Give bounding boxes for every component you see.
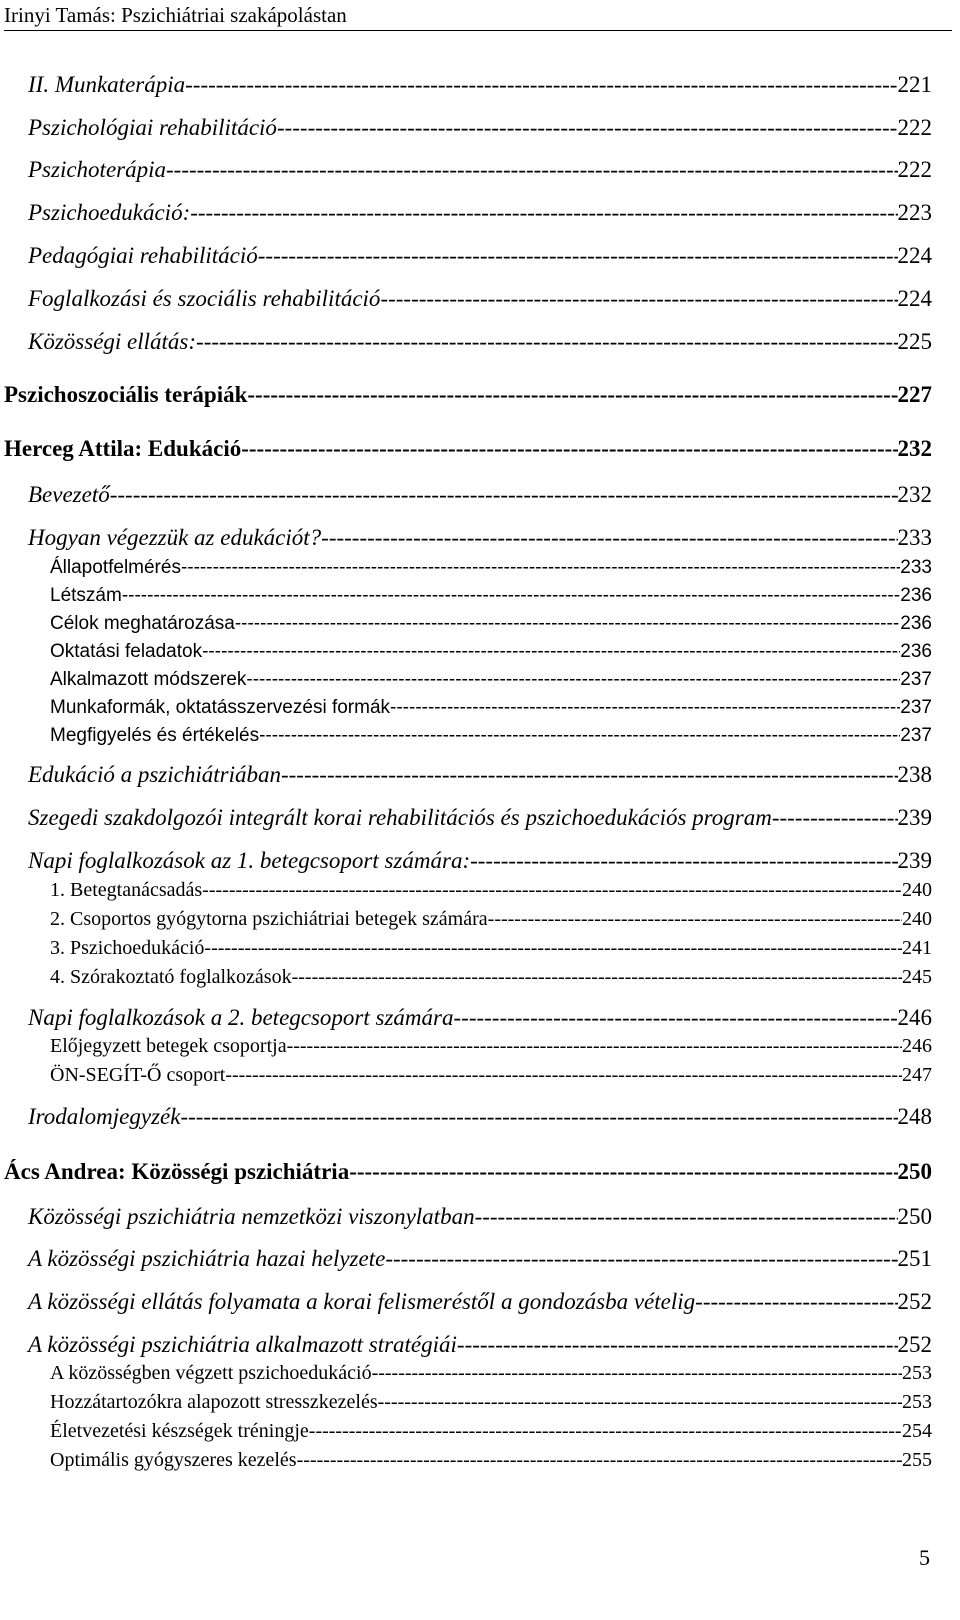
toc-entry-page: 254: [902, 1420, 932, 1442]
toc-entry[interactable]: [0, 1005, 960, 1031]
toc-entry-label: Pszichoterápia: [28, 157, 166, 182]
toc-entry-label: Pszichológiai rehabilitáció: [28, 115, 277, 140]
toc-entry[interactable]: [0, 72, 960, 98]
toc-subentry[interactable]: [0, 669, 960, 691]
toc-entry[interactable]: [0, 286, 960, 312]
page-number: 5: [919, 1545, 930, 1570]
toc-entry-page: 253: [902, 1362, 932, 1384]
toc-entry-label: Herceg Attila: Edukáció: [4, 436, 242, 461]
toc-subentry[interactable]: [0, 613, 960, 635]
toc-entry-label: 2. Csoportos gyógytorna pszichiátriai betegek számára: [50, 908, 488, 930]
toc-entry-page: 240: [902, 879, 932, 901]
toc-entry-page: 252: [897, 1289, 932, 1314]
toc-entry-label: Napi foglalkozások a 2. betegcsoport számára: [28, 1005, 454, 1030]
toc-entry-label: Célok meghatározása: [50, 613, 235, 634]
toc-subentry[interactable]: [0, 1449, 960, 1472]
toc-entry-label: Életvezetési készségek tréningje: [50, 1420, 309, 1442]
toc-entry-label: Megfigyelés és értékelés: [50, 725, 260, 746]
toc-entry-page: 233: [897, 525, 932, 550]
toc-entry-page: 224: [897, 243, 932, 268]
toc-subentry[interactable]: [0, 1362, 960, 1385]
toc-subentry[interactable]: [0, 1035, 960, 1058]
toc-entry-page: 240: [902, 908, 932, 930]
toc-entry-page: 251: [897, 1246, 932, 1271]
toc-entry-label: A közösségi pszichiátria hazai helyzete: [28, 1246, 386, 1271]
toc-entry[interactable]: [0, 762, 960, 788]
dot-leader: [196, 329, 897, 355]
toc-entry-label: Irodalomjegyzék: [28, 1104, 181, 1129]
toc-chapter[interactable]: [0, 436, 960, 462]
toc-entry-page: 252: [897, 1332, 932, 1357]
toc-subentry[interactable]: [0, 879, 960, 902]
toc-entry-page: 250: [897, 1204, 932, 1229]
toc-chapter[interactable]: [0, 1159, 960, 1185]
toc-entry-label: Oktatási feladatok: [50, 641, 203, 662]
toc-entry-label: ÖN-SEGÍT-Ő csoport: [50, 1064, 226, 1086]
dot-leader: [185, 72, 897, 98]
toc-entry-label: Létszám: [50, 585, 122, 606]
toc-entry-label: Foglalkozási és szociális rehabilitáció: [28, 286, 381, 311]
dot-leader: [378, 1391, 902, 1414]
toc-entry-page: 245: [902, 966, 932, 988]
dot-leader: [246, 669, 900, 691]
toc-subentry[interactable]: [0, 937, 960, 960]
toc-entry-page: 232: [897, 436, 932, 461]
toc-entry-label: A közösségben végzett pszichoedukáció: [50, 1362, 372, 1384]
toc-entry-page: 237: [900, 725, 932, 746]
dot-leader: [385, 1246, 897, 1272]
toc-subentry[interactable]: [0, 1064, 960, 1087]
toc-entry-label: Szegedi szakdolgozói integrált korai rehabilitációs és pszichoedukációs program: [28, 805, 772, 830]
toc-entry-page: 224: [897, 286, 932, 311]
toc-entry-page: 232: [897, 482, 932, 507]
toc-entry-label: Közösségi pszichiátria nemzetközi viszonylatban: [28, 1204, 475, 1229]
dot-leader: [181, 557, 900, 579]
toc-subentry[interactable]: [0, 697, 960, 719]
toc-entry-label: Pedagógiai rehabilitáció: [28, 243, 258, 268]
running-header: Irinyi Tamás: Pszichiátriai szakápolástan: [4, 2, 952, 31]
toc-entry-label: Ács Andrea: Közösségi pszichiátria: [4, 1159, 350, 1184]
toc-entry-page: 237: [900, 669, 932, 690]
dot-leader: [457, 1332, 898, 1358]
dot-leader: [349, 1159, 897, 1185]
toc-entry-label: Állapotfelmérés: [50, 557, 181, 578]
dot-leader: [309, 1420, 902, 1443]
toc-entry-label: Alkalmazott módszerek: [50, 669, 247, 690]
dot-leader: [380, 286, 897, 312]
toc-entry-label: Munkaformák, oktatásszervezési formák: [50, 697, 391, 718]
toc-entry-label: Napi foglalkozások az 1. betegcsoport számára:: [28, 848, 471, 873]
dot-leader: [202, 641, 900, 663]
toc-entry[interactable]: [0, 1332, 960, 1358]
toc-entry-label: Hogyan végezzük az edukációt?: [28, 525, 322, 550]
dot-leader: [297, 1449, 902, 1472]
dot-leader: [247, 382, 897, 408]
toc-entry-label: Bevezető: [28, 482, 110, 507]
toc-entry-page: 221: [897, 72, 932, 97]
toc-entry[interactable]: [0, 157, 960, 183]
toc-entry[interactable]: [0, 482, 960, 508]
toc-entry-label: II. Munkaterápia: [28, 72, 186, 97]
toc-entry[interactable]: [0, 115, 960, 141]
toc-subentry[interactable]: [0, 1420, 960, 1443]
toc-entry-label: Pszichoedukáció:: [28, 200, 191, 225]
dot-leader: [241, 436, 897, 462]
dot-leader: [122, 585, 900, 607]
toc-entry-page: 246: [897, 1005, 932, 1030]
dot-leader: [372, 1362, 902, 1385]
toc-entry-page: 250: [897, 1159, 932, 1184]
dot-leader: [321, 525, 897, 551]
toc-entry-label: A közösségi pszichiátria alkalmazott stratégiái: [28, 1332, 457, 1357]
toc-entry[interactable]: [0, 1204, 960, 1230]
toc-entry-label: A közösségi ellátás folyamata a korai felismeréstől a gondozásba vételig: [28, 1289, 696, 1314]
toc-entry-label: Hozzátartozókra alapozott stresszkezelés: [50, 1391, 378, 1413]
dot-leader: [258, 243, 898, 269]
toc-entry-page: 255: [902, 1449, 932, 1471]
dot-leader: [695, 1289, 897, 1315]
toc-subentry[interactable]: [0, 557, 960, 579]
toc-subentry[interactable]: [0, 585, 960, 607]
toc-subentry[interactable]: [0, 641, 960, 663]
dot-leader: [488, 908, 902, 931]
dot-leader: [281, 762, 898, 788]
dot-leader: [190, 200, 897, 226]
toc-entry-page: 248: [897, 1104, 932, 1129]
dot-leader: [277, 115, 898, 141]
dot-leader: [235, 613, 900, 635]
toc-subentry[interactable]: [0, 908, 960, 931]
toc-entry-label: 3. Pszichoedukáció: [50, 937, 205, 959]
dot-leader: [292, 966, 902, 989]
dot-leader: [287, 1035, 902, 1058]
toc-entry-page: 247: [902, 1064, 932, 1086]
toc-entry-page: 239: [897, 848, 932, 873]
toc-entry-page: 246: [902, 1035, 932, 1057]
dot-leader: [475, 1204, 898, 1230]
toc-entry-page: 222: [897, 157, 932, 182]
toc-entry-page: 237: [900, 697, 932, 718]
dot-leader: [259, 725, 900, 747]
dot-leader: [110, 482, 898, 508]
toc-entry-page: 227: [897, 382, 932, 407]
toc-entry-label: 1. Betegtanácsadás: [50, 879, 203, 901]
toc-entry-page: 241: [902, 937, 932, 959]
toc-entry-page: 225: [897, 329, 932, 354]
toc-entry-page: 223: [897, 200, 932, 225]
toc-entry-page: 239: [897, 805, 932, 830]
toc-entry-page: 222: [897, 115, 932, 140]
dot-leader: [225, 1064, 902, 1087]
toc-entry[interactable]: [0, 1246, 960, 1272]
toc-entry-page: 233: [900, 557, 932, 578]
dot-leader: [772, 805, 898, 831]
toc-entry-page: 253: [902, 1391, 932, 1413]
toc-entry[interactable]: [0, 243, 960, 269]
toc-entry-label: Előjegyzett betegek csoportja: [50, 1035, 287, 1057]
dot-leader: [454, 1005, 898, 1031]
dot-leader: [202, 879, 902, 902]
dot-leader: [180, 1104, 897, 1130]
toc-chapter[interactable]: [0, 382, 960, 408]
toc-subentry[interactable]: [0, 1391, 960, 1414]
toc-subentry[interactable]: [0, 725, 960, 747]
toc-entry[interactable]: [0, 805, 960, 831]
toc-entry-page: 236: [900, 641, 932, 662]
dot-leader: [166, 157, 898, 183]
toc-entry-page: 236: [900, 585, 932, 606]
toc-entry-label: Közösségi ellátás:: [28, 329, 197, 354]
toc-entry-label: Optimális gyógyszeres kezelés: [50, 1449, 297, 1471]
dot-leader: [204, 937, 902, 960]
toc-entry[interactable]: [0, 1104, 960, 1130]
dot-leader: [470, 848, 897, 874]
toc-entry[interactable]: [0, 525, 960, 551]
toc-entry-label: Pszichoszociális terápiák: [4, 382, 248, 407]
toc-entry[interactable]: [0, 1289, 960, 1315]
toc-entry[interactable]: [0, 848, 960, 874]
toc-entry-label: Edukáció a pszichiátriában: [28, 762, 281, 787]
toc-entry-page: 236: [900, 613, 932, 634]
toc-entry[interactable]: [0, 200, 960, 226]
toc-entry[interactable]: [0, 329, 960, 355]
dot-leader: [390, 697, 900, 719]
toc-subentry[interactable]: [0, 966, 960, 989]
toc-entry-page: 238: [897, 762, 932, 787]
toc-entry-label: 4. Szórakoztató foglalkozások: [50, 966, 292, 988]
